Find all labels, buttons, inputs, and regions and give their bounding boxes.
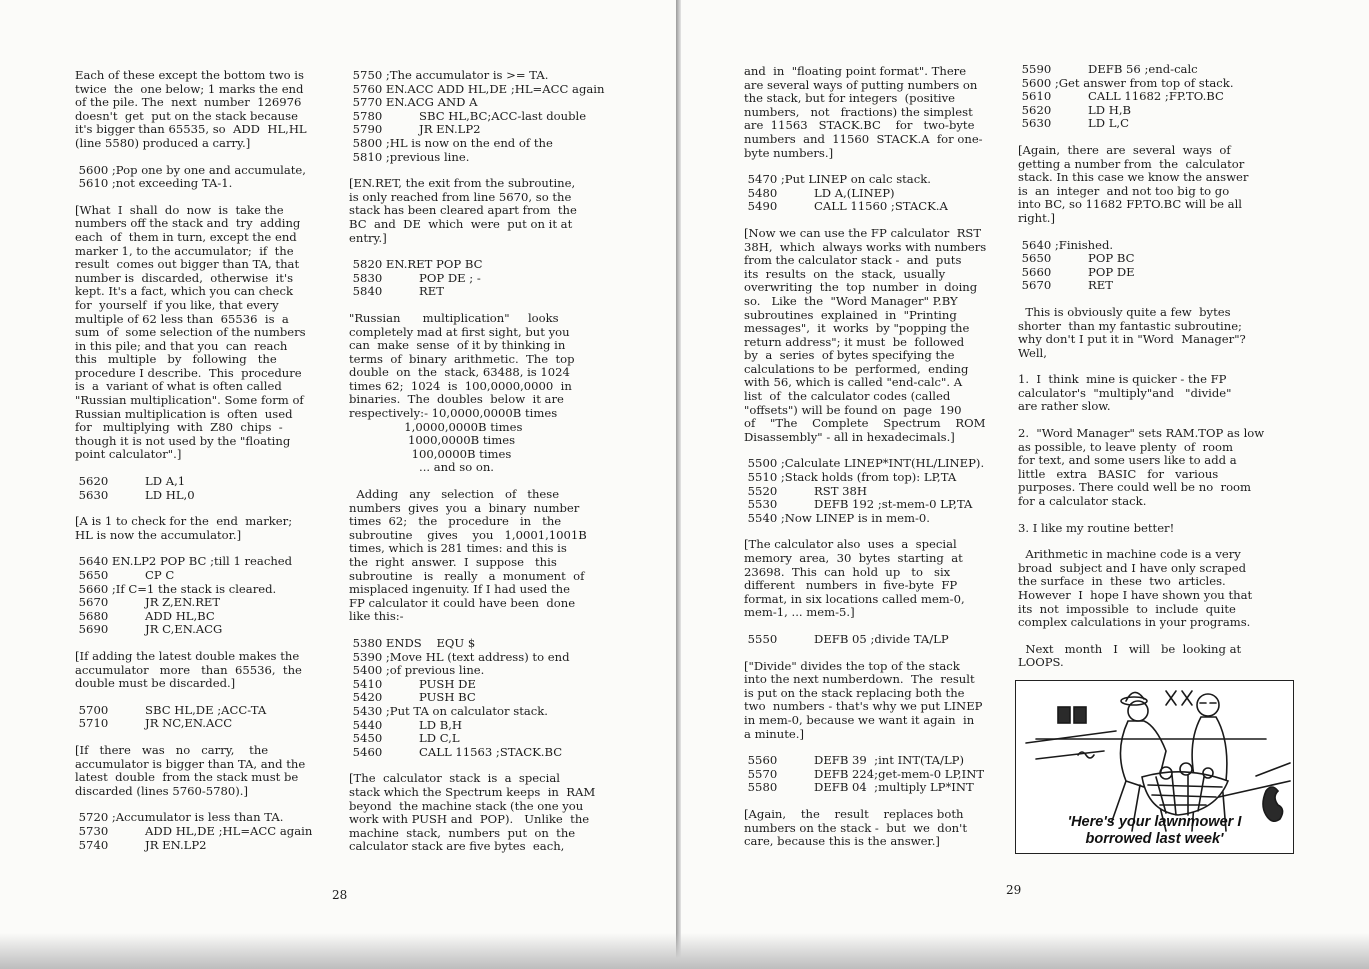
text-block: [Now we can use the FP calculator RST 38H, which always works with numbers from the calculator stack - and puts its results on the stack, usually overwriting the top number in doing so. Like the "Word Manager" P.BY subroutines explained in "Printing messages", it works by "popping the return address"; it must be followed by a series of bytes specifying the calculations to be performed, ending with 56, which is called "end-calc". A list of the calculator codes (called "offsets") will be found on page 190 of "The Complete Spectrum ROM Disassembly" - all in hexadecimals.] (744, 225, 987, 444)
text-block: [Again, there are several ways of getting a number from the calculator stack. In this case we know the answer is an integer and not too big to go into BC, so 11682 FP.TO.BC will be all right.] (1018, 142, 1249, 225)
text-block: [A is 1 to check for the end marker; HL is now the accumulator.] (75, 514, 293, 542)
text-block: 3. I like my routine better! (1018, 520, 1175, 535)
text-block: 5380 ENDS EQU $ 5390 ;Move HL (text address) to end 5400 ;of previous line. 5410 PUSH DE 5420 PUSH BC 5430 ;Put TA on calculator stack. 5440 LD B,H 5450 LD C,L 5460 CALL 11563 ;STACK.BC (352, 635, 570, 759)
text-block: [The calculator stack is a special stack which the Spectrum keeps in RAM beyond the machine stack (the one you work with PUSH and POP). Unlike the machine stack, numbers put on the calculator stack are five bytes each, (349, 771, 596, 854)
text-block: [If there was no carry, the accumulator is bigger than TA, and the latest double from the stack must be discarded (lines 5760-5780).] (75, 742, 306, 798)
text-block: This is obviously quite a few bytes shorter than my fantastic subroutine; why don't I put it in "Word Manager"? Well, (1018, 304, 1246, 360)
text-block: [The calculator also uses a special memory area, 30 bytes starting at 23698. This can hold up to six different numbers in five-byte FP format, in six locations called mem-0, mem-1, ... mem-5.] (744, 537, 965, 620)
text-block: 5620 LD A,1 5630 LD HL,0 (78, 474, 195, 502)
left-page-column-1 (75, 69, 337, 865)
text-block: 5550 DEFB 05 ;divide TA/LP (744, 631, 949, 646)
left-page (0, 0, 676, 969)
text-block: 5720 ;Accumulator is less than TA. 5730 ADD HL,DE ;HL=ACC again 5740 JR EN.LP2 (78, 810, 313, 852)
text-block: 5750 ;The accumulator is >= TA. 5760 EN.ACC ADD HL,DE ;HL=ACC again 5770 EN.ACG AND A 5780 SBC HL,BC;ACC-last double 5790 JR EN.LP2 5800 ;HL is now on the end of the 5810 ;previous line. (352, 68, 605, 164)
caption-line-1: 'Here's your lawnmower I (1067, 814, 1242, 830)
text-block: Adding any selection of these numbers gives you a binary number times 62; the procedure in the subroutine gives you 1,0001,1001B times, which is 281 times: and this is the right answer. I suppose this subroutine is really a monument of misplaced ingenuity. If I had used the FP calculator it could have been done like this:- (349, 487, 587, 624)
text-block: "Russian multiplication" looks completely mad at first sight, but you can make sense of it by thinking in terms of binary arithmetic. The top double on the stack, 63488, is 1024 times 62; 1024 is 100,0000,0000 in binaries. The doubles below it are respectively:- 10,0000,0000B times 1,0000,0000B times 1000,0000B times 100,0000B times ... and so on. (349, 310, 575, 475)
text-block: [If adding the latest double makes the accumulator more than 65536, the double must be discarded.] (75, 648, 302, 691)
text-block: 5560 DEFB 39 ;int INT(TA/LP) 5570 DEFB 224;get-mem-0 LP,INT 5580 DEFB 04 ;multiply LP*INT (747, 753, 985, 795)
page-bottom-shadow (0, 933, 1369, 969)
text-block: Arithmetic in machine code is a very broad subject and I have only scraped the surface in these two articles. However I hope I have shown you that its not impossible to include quite complex calculations in your programs. (1018, 547, 1253, 630)
page-number-right: 29 (1006, 883, 1022, 897)
text-block: 5640 ;Finished. 5650 POP BC 5660 POP DE 5670 RET (1021, 237, 1135, 293)
right-page-column-1 (744, 65, 1010, 862)
text-block: Each of these except the bottom two is twice the one below; 1 marks the end of the pile. The next number 126976 doesn't get put on the stack because it's bigger than 65535, so ADD HL,HL (line 5580) produced a carry.] (75, 68, 307, 150)
text-block: ["Divide" divides the top of the stack into the next numberdown. The result is put on the stack replacing both the two numbers - that's why we put LINEP in mem-0, because we want it again in a minute.] (744, 658, 983, 741)
right-page-column-2 (1018, 63, 1284, 683)
text-block: 5700 SBC HL,DE ;ACC-TA 5710 JR NC,EN.ACC (78, 702, 267, 731)
text-block: 5470 ;Put LINEP on calc stack. 5480 LD A,(LINEP) 5490 CALL 11560 ;STACK.A (747, 172, 948, 214)
page-number-left: 28 (332, 888, 348, 902)
text-block: Next month I will be looking at LOOPS. (1018, 641, 1242, 670)
text-block: 5590 DEFB 56 ;end-calc 5600 ;Get answer from top of stack. 5610 CALL 11682 ;FP.TO.BC 5620 LD H,B 5630 LD L,C (1021, 62, 1234, 131)
text-block: 5600 ;Pop one by one and accumulate, 5610 ;not exceeding TA-1. (78, 162, 306, 191)
text-block: 5640 EN.LP2 POP BC ;till 1 reached 5650 CP C 5660 ;If C=1 the stack is cleared. 5670 JR Z,EN.RET 5680 ADD HL,BC 5690 JR C,EN.ACG (78, 554, 293, 637)
text-block: [What I shall do now is take the numbers off the stack and try adding each of them in turn, except the end marker 1, to the accumulator; if the result comes out bigger than TA, that number is discarded, otherwise it's kept. It's a fact, which you can check for yourself if you like, that every multiple of 62 less than 65536 is a sum of some selection of the numbers in this pile; and that you can reach this multiple by following the procedure I describe. This procedure is a variant of what is often called "Russian multiplication". Some form of Russian multiplication is often used for multiplying with Z80 chips - though it is not used by the "floating point calculator".] (75, 202, 306, 462)
text-block: 5820 EN.RET POP BC 5830 POP DE ; - 5840 RET (352, 257, 483, 299)
caption-line-2: borrowed last week' (1085, 831, 1224, 847)
left-page-column-2 (349, 69, 611, 867)
text-block: 5500 ;Calculate LINEP*INT(HL/LINEP). 5510 ;Stack holds (from top): LP,TA 5520 RST 38H 5530 DEFB 192 ;st-mem-0 LP,TA 5540 ;Now LINEP is in mem-0. (747, 456, 985, 525)
cartoon-caption (1016, 814, 1293, 848)
lawnmower-cartoon (1015, 680, 1294, 854)
text-block: and in "floating point format". There are several ways of putting numbers on the stack, but for integers (positive numbers, not fractions) the simplest are 11563 STACK.BC for two-byte numbers and 11560 STACK.A for one- byte numbers.] (744, 64, 983, 160)
text-block: [EN.RET, the exit from the subroutine, is only reached from line 5670, so the stack has been cleared apart from the BC and DE which were put on it at entry.] (349, 176, 577, 245)
text-block: [Again, the result replaces both numbers on the stack - but we don't care, because this is the answer.] (744, 806, 967, 849)
text-block: 1. I think mine is quicker - the FP calculator's "multiply"and "divide" are rather slow. (1018, 372, 1232, 414)
text-block: 2. "Word Manager" sets RAM.TOP as low as possible, to leave plenty of room for text, and some users like to add a little extra BASIC for various purposes. There could well be no room for a calculator stack. (1018, 426, 1265, 509)
